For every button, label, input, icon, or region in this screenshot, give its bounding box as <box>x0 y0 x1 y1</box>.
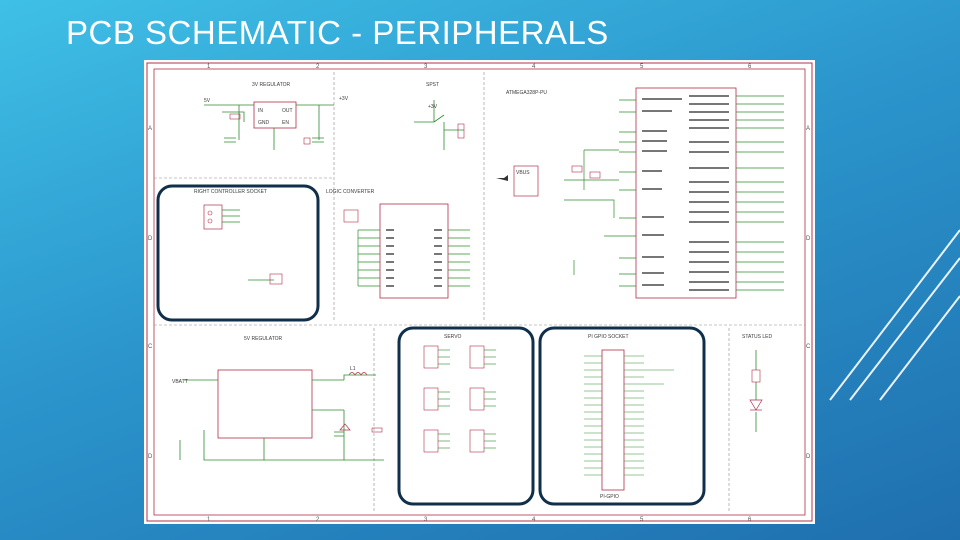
col-label: 5 <box>640 517 644 523</box>
svg-text:+3V: +3V <box>428 104 438 110</box>
col-label: 1 <box>207 64 211 70</box>
row-label: C <box>148 344 153 350</box>
section-label: STATUS LED <box>742 334 773 340</box>
row-label: A <box>806 126 811 132</box>
col-label: 2 <box>316 517 320 523</box>
vbatt-label: VBATT <box>172 379 188 385</box>
col-label: 1 <box>207 517 211 523</box>
col-label: 6 <box>748 517 752 523</box>
col-label: 4 <box>532 64 536 70</box>
col-label: 4 <box>532 517 536 523</box>
col-label: 6 <box>748 64 752 70</box>
pin-label: GND <box>258 120 270 126</box>
inductor-label: L1 <box>350 366 356 372</box>
svg-text:+3V: +3V <box>339 96 349 102</box>
pin-label: EN <box>282 120 289 126</box>
svg-text:5V: 5V <box>204 98 211 104</box>
gpio-connector-label: PI-GPIO <box>600 494 619 500</box>
section-label: LOGIC CONVERTER <box>326 189 375 195</box>
usb-label: VBUS <box>516 170 530 176</box>
row-label: A <box>148 126 153 132</box>
section-label: RIGHT CONTROLLER SOCKET <box>194 189 267 195</box>
section-label: 3V REGULATOR <box>252 82 291 88</box>
schematic-sheet <box>144 60 815 524</box>
pin-label: IN <box>258 108 263 114</box>
row-label: D <box>148 236 153 242</box>
col-label: 3 <box>424 64 428 70</box>
section-label: SERVO <box>444 334 462 340</box>
row-label: D <box>148 454 153 460</box>
row-label: D <box>806 454 811 460</box>
section-label: PI GPIO SOCKET <box>588 334 629 340</box>
row-label: C <box>806 344 811 350</box>
row-label: D <box>806 236 811 242</box>
section-label: 5V REGULATOR <box>244 336 283 342</box>
col-label: 3 <box>424 517 428 523</box>
col-label: 5 <box>640 64 644 70</box>
section-label: SPST <box>426 82 440 88</box>
col-label: 2 <box>316 64 320 70</box>
slide-title: PCB SCHEMATIC - PERIPHERALS <box>66 14 609 51</box>
decorative-lines <box>820 210 960 410</box>
section-label: ATMEGA328P-PU <box>506 90 548 96</box>
pin-label: OUT <box>282 108 293 114</box>
